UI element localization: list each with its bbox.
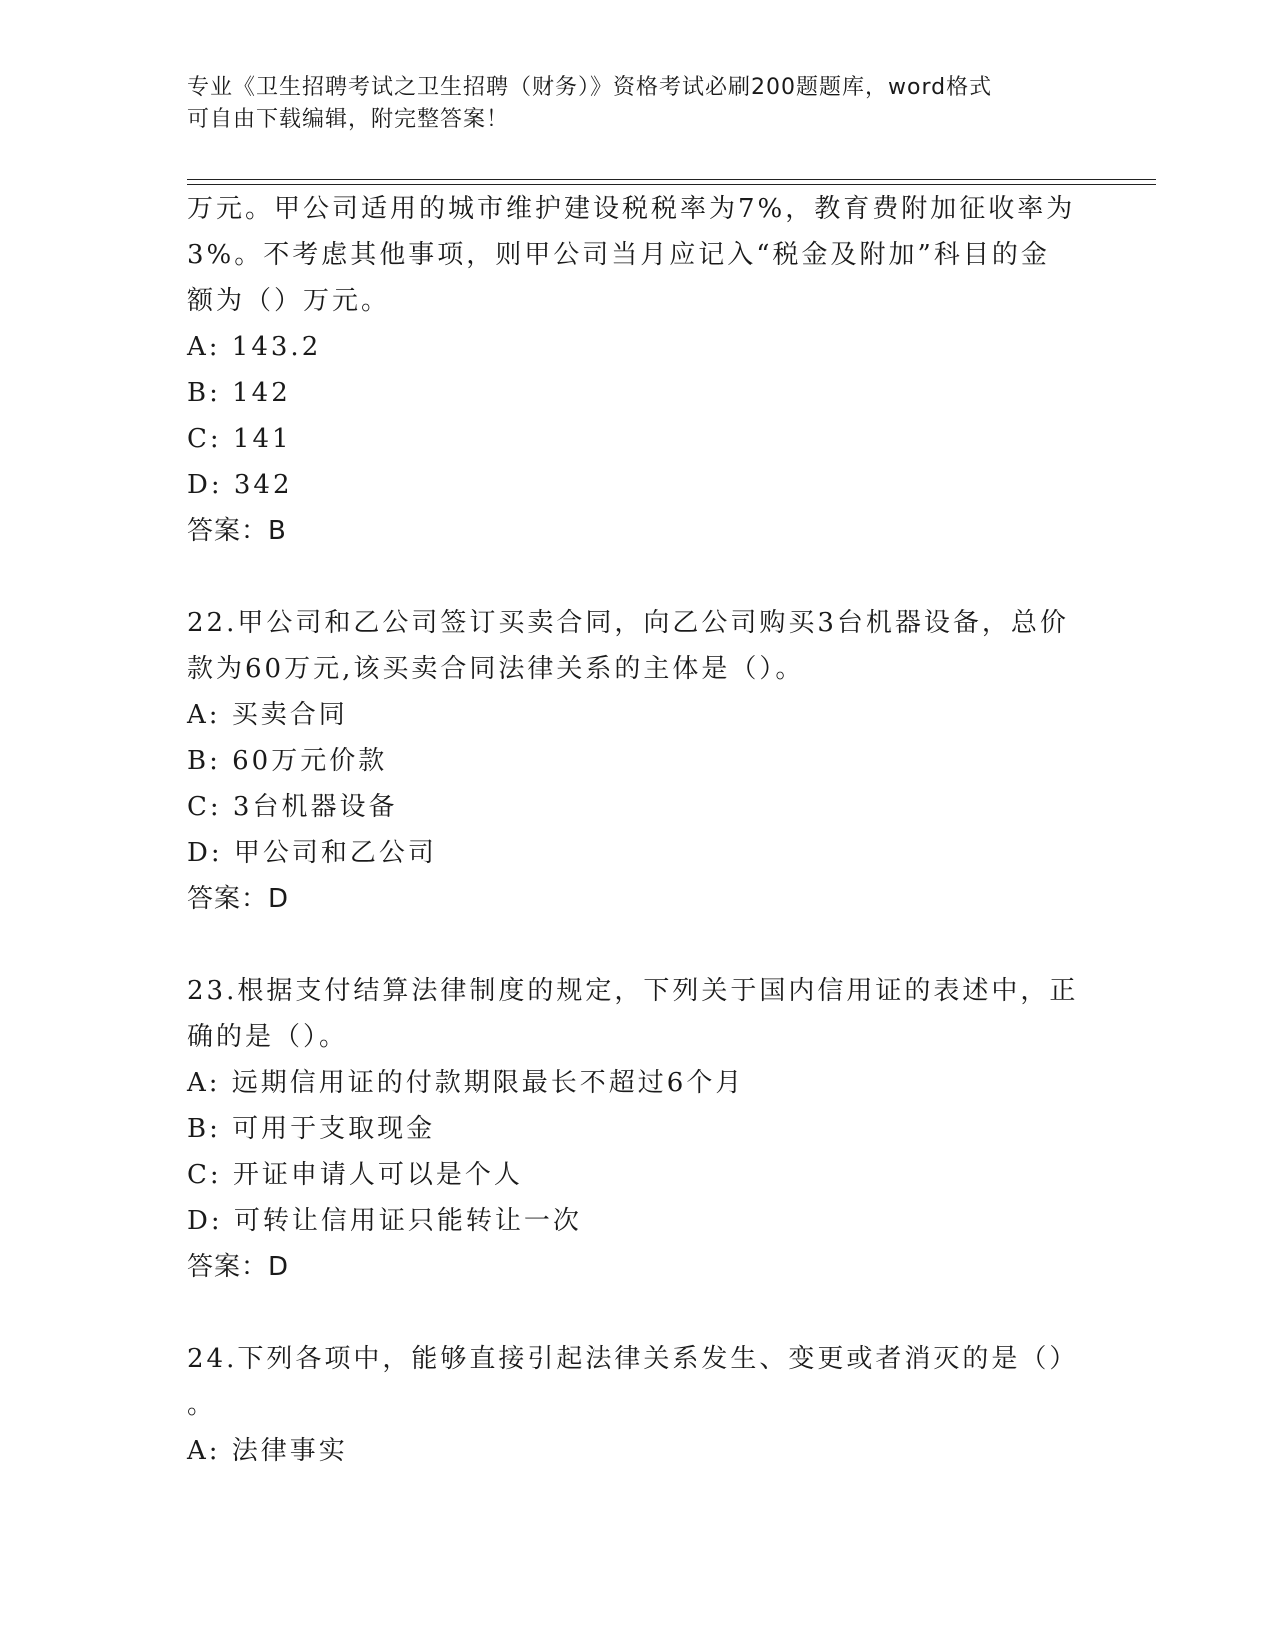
question-24: [187, 1336, 1087, 1474]
option-d: D: 可转让信用证只能转让一次: [187, 1206, 582, 1236]
question-23: [187, 968, 1087, 1290]
option-b: B: 60万元价款: [187, 746, 388, 776]
option-a: A: 法律事实: [187, 1436, 348, 1466]
answer-line: 答案：D: [187, 884, 290, 914]
header-line-2: 可自由下载编辑，附完整答案！: [187, 107, 510, 132]
option-c: C: 3台机器设备: [187, 792, 398, 822]
option-d: D: 甲公司和乙公司: [187, 838, 437, 868]
answer-line: 答案：B: [187, 516, 287, 546]
question-stem-line: 。: [187, 1390, 217, 1420]
question-stem-line: 23.根据支付结算法律制度的规定，下列关于国内信用证的表述中，正: [187, 976, 1079, 1006]
question-list: [187, 186, 1087, 1474]
header-rule-top: [187, 179, 1156, 180]
spacer: [187, 554, 1087, 600]
question-stem-line: 22.甲公司和乙公司签订买卖合同，向乙公司购买3台机器设备，总价: [187, 608, 1069, 638]
spacer: [187, 922, 1087, 968]
header-rule-bottom: [187, 184, 1156, 185]
question-stem-line: 万元。甲公司适用的城市维护建设税税率为7%，教育费附加征收率为: [187, 194, 1076, 224]
option-d: D: 342: [187, 470, 293, 500]
option-c: C: 开证申请人可以是个人: [187, 1160, 523, 1190]
page-header: [187, 72, 1067, 136]
question-stem-line: 24.下列各项中，能够直接引起法律关系发生、变更或者消灭的是（）: [187, 1344, 1079, 1374]
question-21: [187, 186, 1087, 554]
option-c: C: 141: [187, 424, 292, 454]
answer-line: 答案：D: [187, 1252, 290, 1282]
question-stem-line: 3%。不考虑其他事项，则甲公司当月应记入“税金及附加”科目的金: [187, 240, 1050, 270]
option-b: B: 可用于支取现金: [187, 1114, 436, 1144]
question-22: [187, 600, 1087, 922]
header-line-1: 专业《卫生招聘考试之卫生招聘（财务）》资格考试必刷200题题库，word格式: [187, 75, 993, 100]
question-stem-line: 确的是（）。: [187, 1022, 349, 1052]
option-a: A: 143.2: [187, 332, 322, 362]
option-a: A: 买卖合同: [187, 700, 348, 730]
question-stem-line: 款为60万元,该买卖合同法律关系的主体是（）。: [187, 654, 805, 684]
question-stem-line: 额为（）万元。: [187, 286, 391, 316]
option-b: B: 142: [187, 378, 291, 408]
spacer: [187, 1290, 1087, 1336]
option-a: A: 远期信用证的付款期限最长不超过6个月: [187, 1068, 745, 1098]
